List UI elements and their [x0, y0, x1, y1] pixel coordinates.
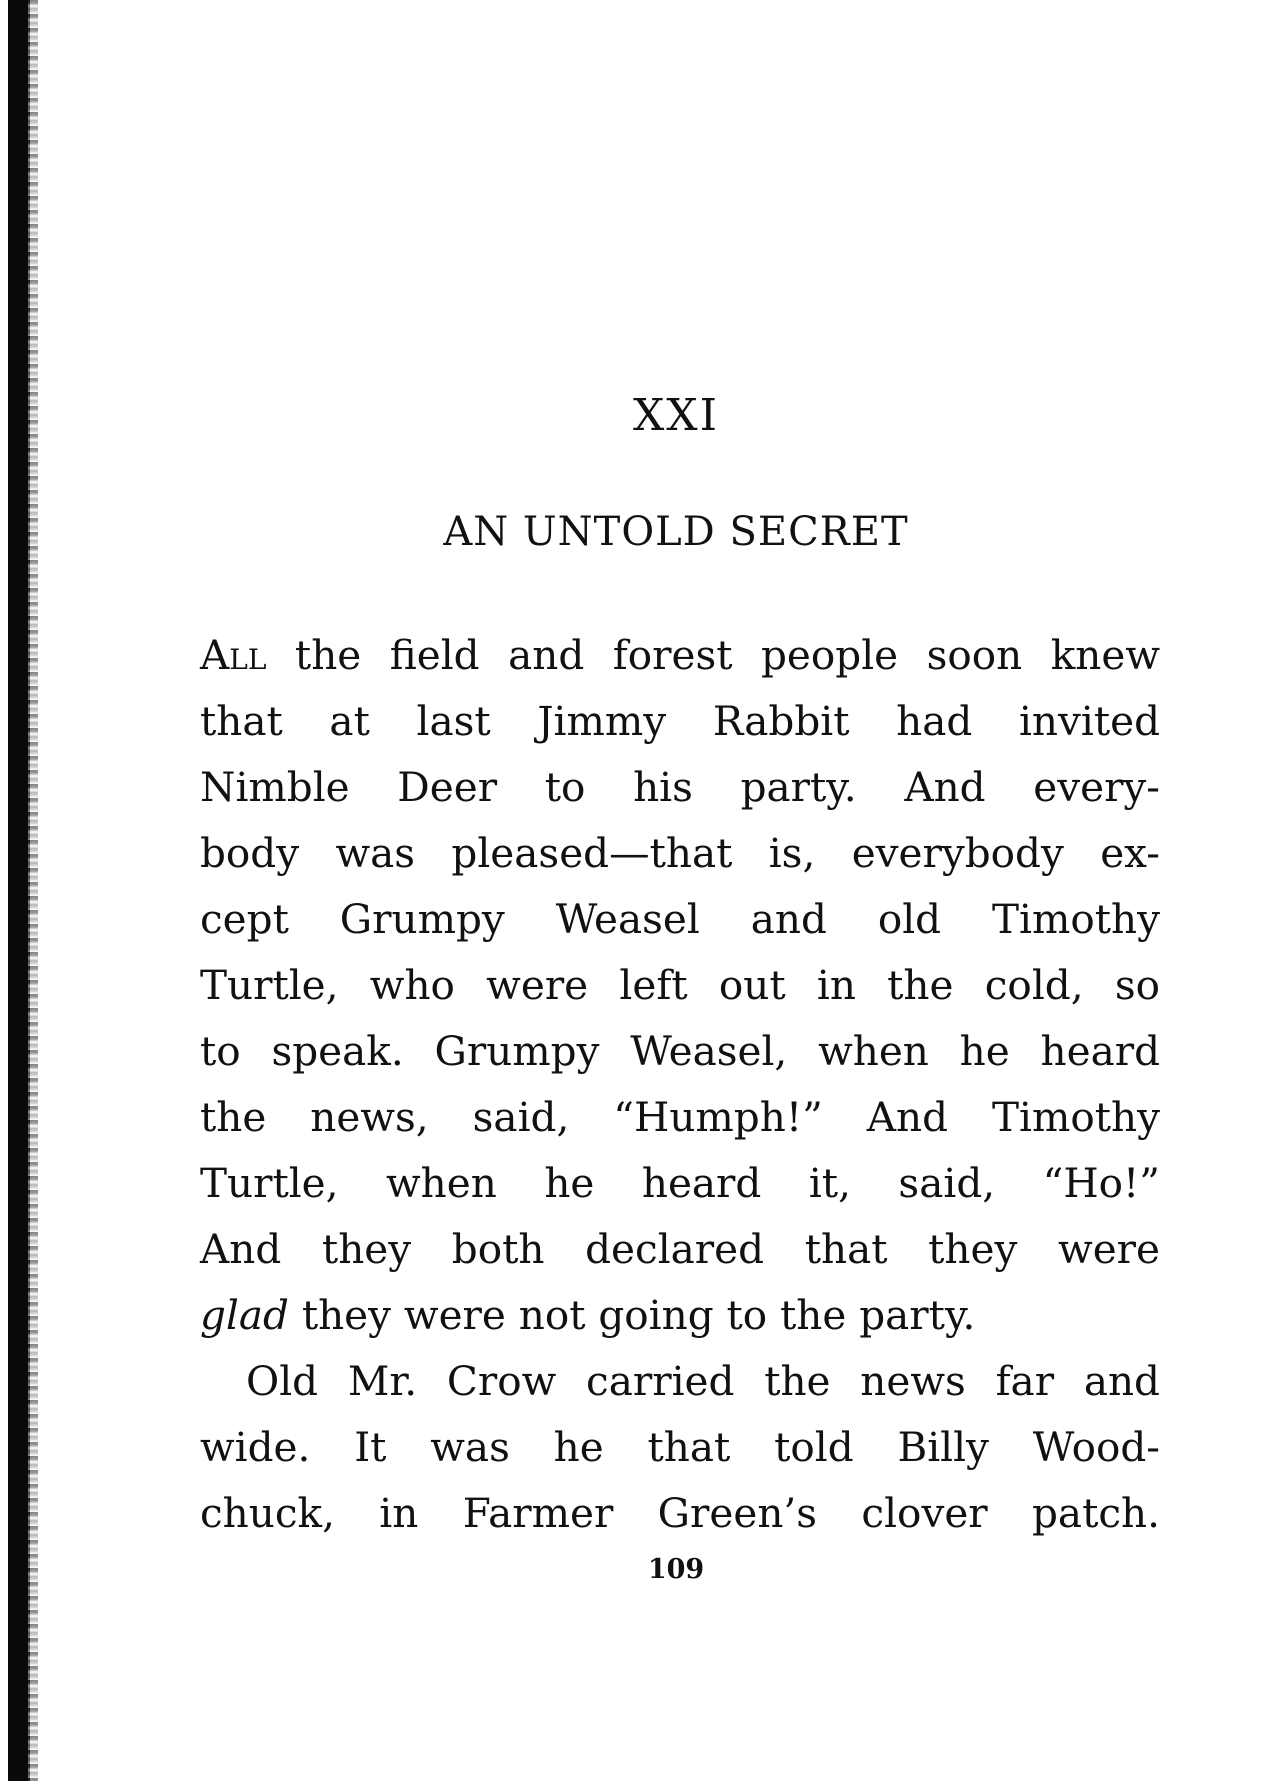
line-text: the field and forest people soon knew: [266, 631, 1160, 679]
text-line: Nimble Deer to his party. And every-: [200, 763, 1160, 811]
text-line: Old Mr. Crow carried the news far and: [246, 1357, 1160, 1405]
text-line: the news, said, “Humph!” And Timothy: [200, 1093, 1160, 1141]
text-line: Turtle, who were left out in the cold, so: [200, 961, 1160, 1009]
chapter-title: AN UNTOLD SECRET: [443, 509, 909, 555]
line-text: they were not going to the party.: [288, 1291, 976, 1339]
chapter-number: XXI: [632, 390, 720, 441]
text-line: that at last Jimmy Rabbit had invited: [200, 697, 1160, 745]
body-text: [200, 622, 1160, 1546]
text-line: Turtle, when he heard it, said, “Ho!”: [200, 1159, 1160, 1207]
text-line: to speak. Grumpy Weasel, when he heard: [200, 1027, 1160, 1075]
page-number: 109: [647, 1554, 705, 1585]
text-line: And they both declared that they were: [200, 1225, 1160, 1273]
text-line: [200, 622, 1160, 688]
text-line: cept Grumpy Weasel and old Timothy: [200, 895, 1160, 943]
text-line: wide. It was he that told Billy Wood-: [200, 1423, 1160, 1471]
paragraph: [200, 1348, 1160, 1546]
drop-small-caps: All: [200, 631, 267, 679]
text-line: [200, 1282, 1160, 1348]
paragraph: [200, 622, 1160, 1348]
emphasis-text: glad: [200, 1291, 289, 1339]
text-line: body was pleased—that is, everybody ex-: [200, 829, 1160, 877]
text-line: chuck, in Farmer Green’s clover patch.: [200, 1489, 1160, 1537]
